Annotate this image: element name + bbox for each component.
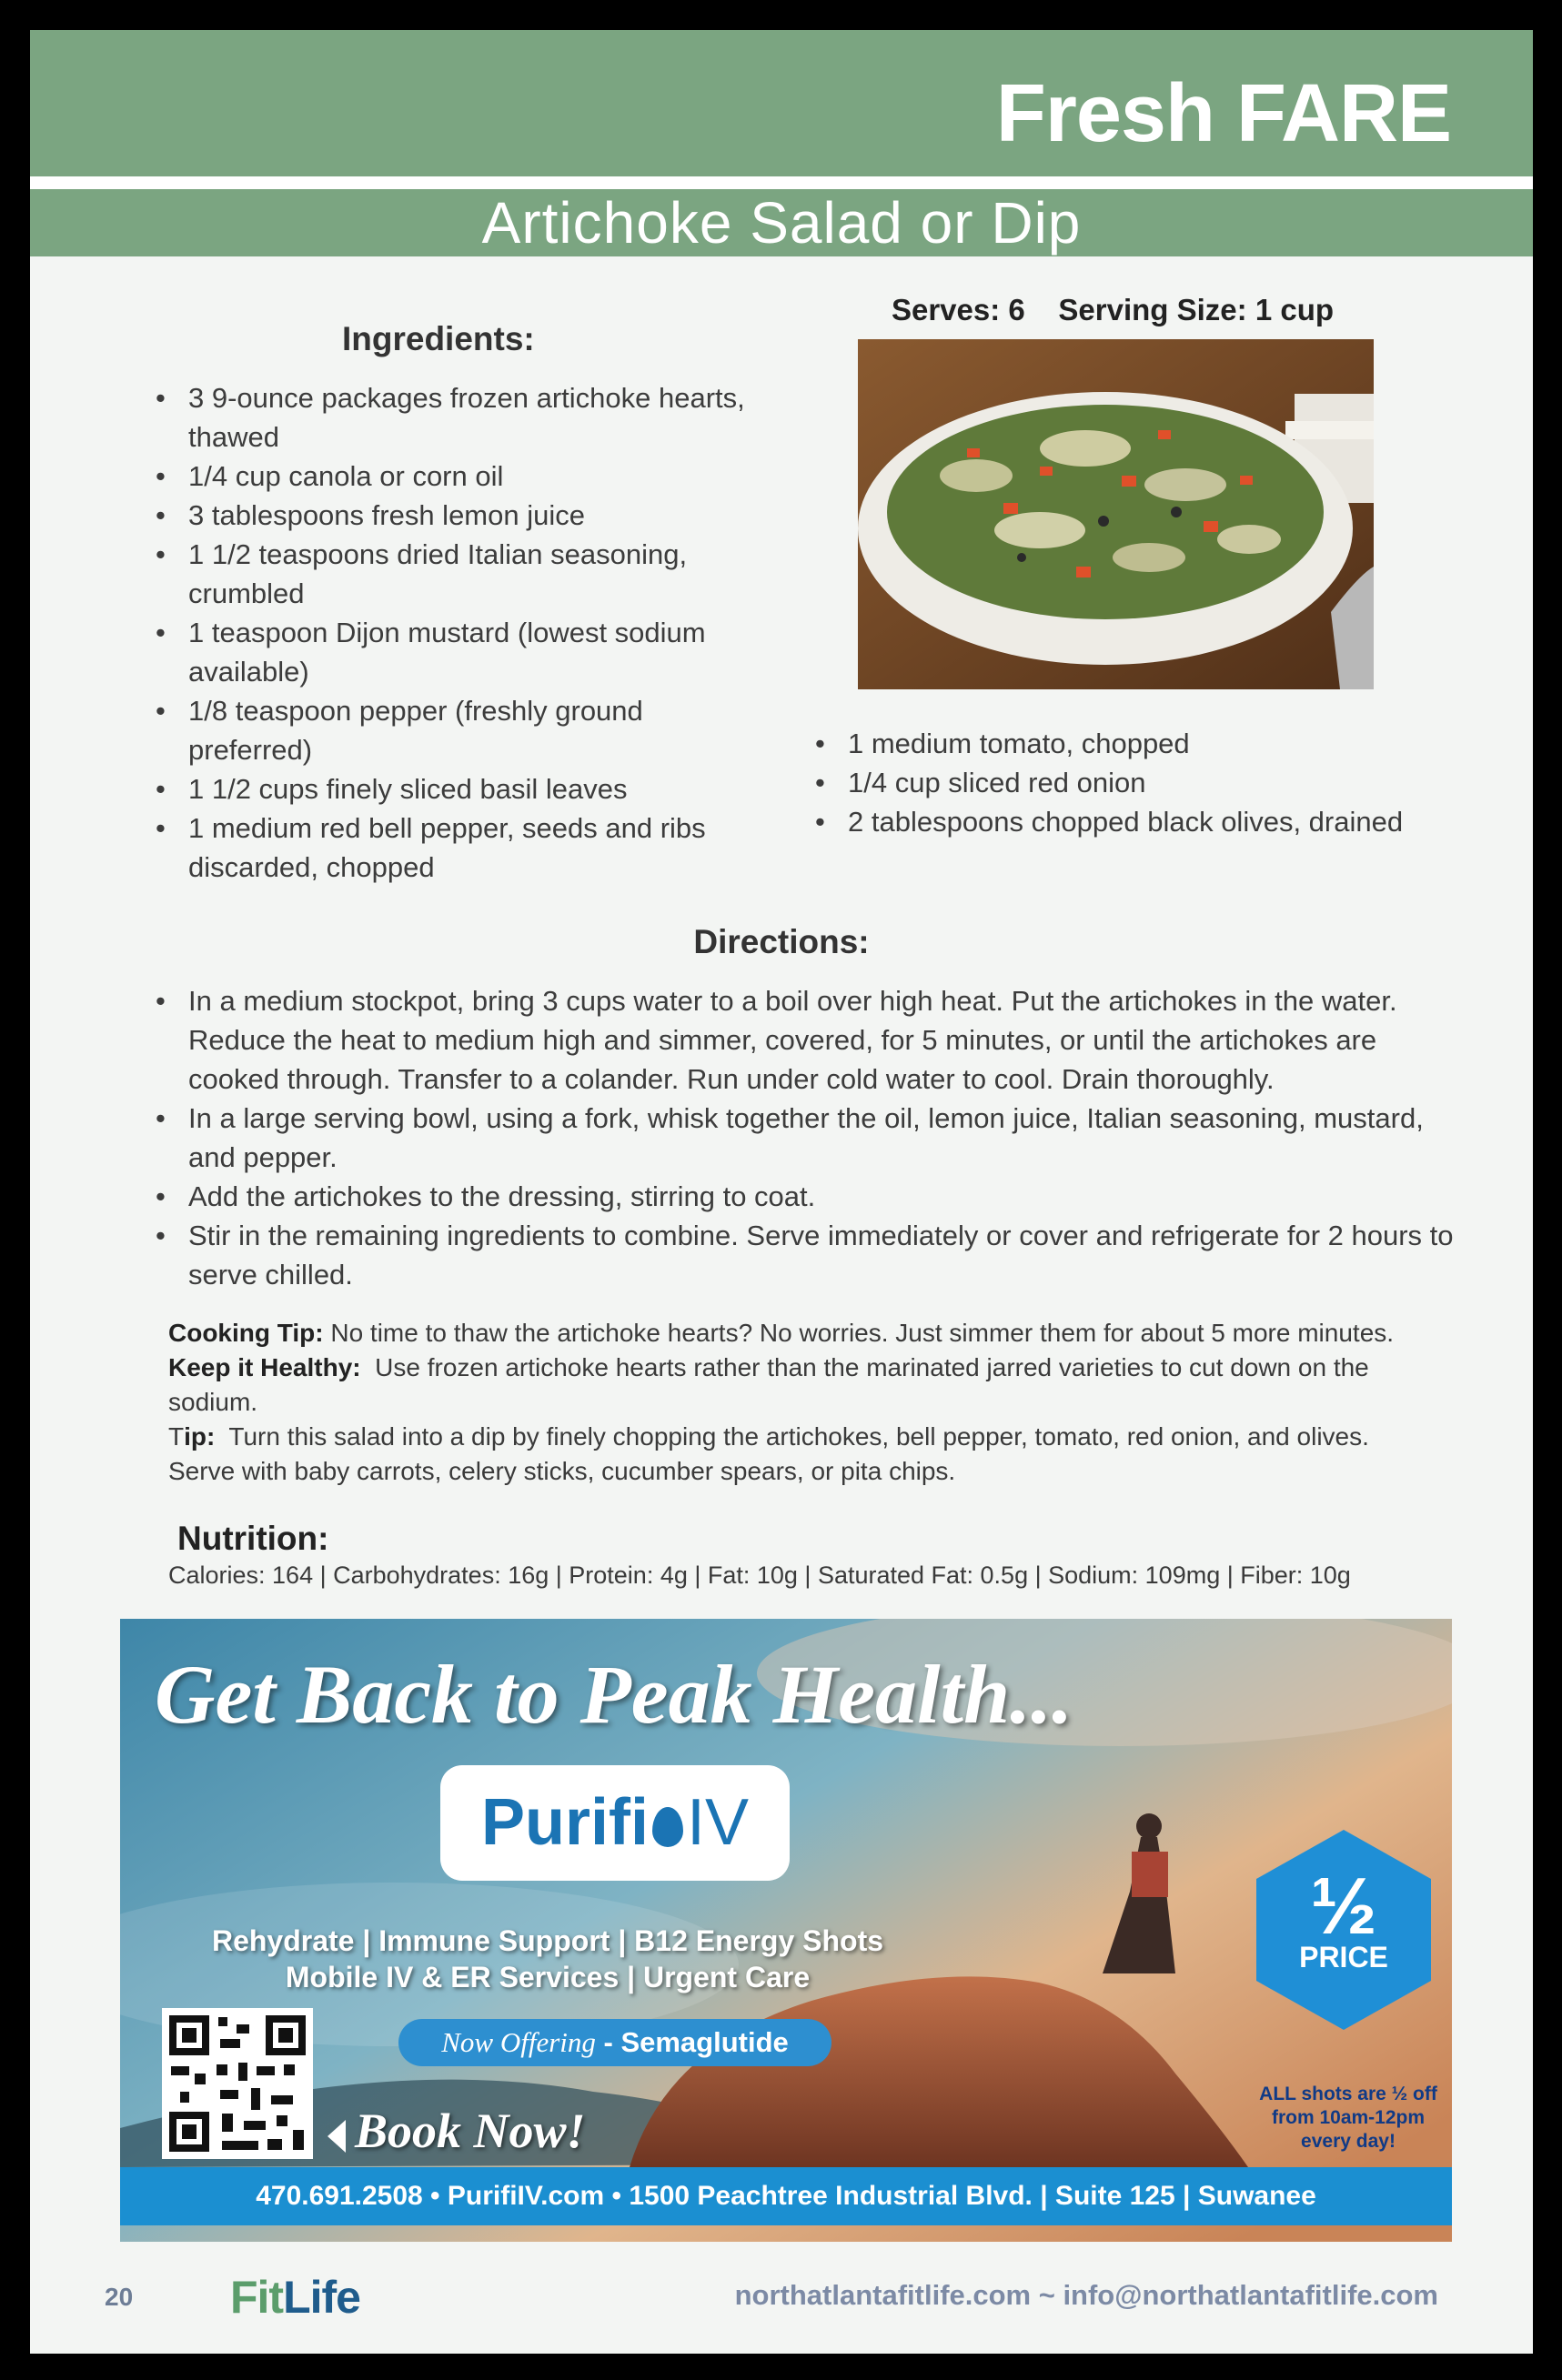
ingredient-item: • 1 teaspoon Dijon mustard (lowest sodium available) bbox=[156, 613, 756, 691]
ingredient-item: • 3 tablespoons fresh lemon juice bbox=[156, 496, 756, 535]
salad-bowl-photo bbox=[858, 339, 1374, 689]
header-band bbox=[30, 30, 1533, 176]
cooking-tip: Cooking Tip: No time to thaw the artichoke hearts? No worries. Just simmer them for about 5 more minutes. bbox=[168, 1319, 1395, 1347]
magazine-page bbox=[30, 30, 1533, 2354]
ingredient-item: • 1 1/2 teaspoons dried Italian seasoning, crumbled bbox=[156, 535, 756, 613]
ingredient-item: • 1/4 cup sliced red onion bbox=[815, 763, 1470, 802]
directions-heading: Directions: bbox=[693, 923, 870, 960]
tips-block bbox=[168, 1316, 1442, 1489]
section-title: Fresh FARE bbox=[995, 68, 1451, 159]
arrow-left-icon bbox=[328, 2120, 346, 2153]
direction-step: • Add the artichokes to the dressing, stirring to coat. bbox=[156, 1177, 1466, 1216]
ingredients-list-left bbox=[156, 378, 756, 887]
nutrition-facts: Calories: 164 | Carbohydrates: 16g | Protein: 4g | Fat: 10g | Saturated Fat: 0.5g | Sodium: 109mg | Fiber: 10g bbox=[168, 1562, 1351, 1589]
ad-services-line-2: Mobile IV & ER Services | Urgent Care bbox=[285, 1961, 811, 1993]
direction-step: • In a large serving bowl, using a fork, whisk together the oil, lemon juice, Italian seasoning, mustard, and pepper. bbox=[156, 1099, 1466, 1177]
direction-step: • Stir in the remaining ingredients to combine. Serve immediately or cover and refrigerate for 2 hours to serve chilled. bbox=[156, 1216, 1466, 1294]
nutrition-heading: Nutrition: bbox=[177, 1520, 329, 1557]
half-price-fraction: ½ bbox=[1310, 1861, 1377, 1951]
ingredient-item: • 2 tablespoons chopped black olives, drained bbox=[815, 802, 1470, 841]
ingredient-item: • 1/8 teaspoon pepper (freshly ground preferred) bbox=[156, 691, 756, 769]
qr-code[interactable] bbox=[162, 2008, 313, 2159]
half-price-label: PRICE bbox=[1299, 1941, 1388, 1973]
water-drop-icon bbox=[652, 1807, 683, 1847]
directions-list bbox=[156, 981, 1466, 1294]
book-now-link[interactable]: Book Now! bbox=[328, 2101, 586, 2161]
purifi-iv-advertisement[interactable] bbox=[120, 1619, 1452, 2242]
contact-bar bbox=[120, 2167, 1452, 2225]
ingredient-item: • 1 medium tomato, chopped bbox=[815, 724, 1470, 763]
qr-code-icon bbox=[162, 2008, 313, 2159]
ingredient-item: • 1/4 cup canola or corn oil bbox=[156, 457, 756, 496]
salad-bowl-illustration bbox=[858, 339, 1374, 689]
ingredients-list-right bbox=[815, 724, 1470, 841]
now-offering-pill: Now Offering - Semaglutide bbox=[398, 2019, 831, 2066]
fitlife-logo: FitLife bbox=[230, 2272, 360, 2323]
recipe-title: Artichoke Salad or Dip bbox=[481, 190, 1082, 256]
ingredient-item: • 3 9-ounce packages frozen artichoke hearts, thawed bbox=[156, 378, 756, 457]
ad-headline: Get Back to Peak Health... bbox=[155, 1648, 1073, 1741]
header-divider bbox=[30, 176, 1533, 189]
page-number: 20 bbox=[105, 2283, 134, 2311]
recipe-title-band bbox=[30, 189, 1533, 256]
healthy-tip: Keep it Healthy: Use frozen artichoke hearts rather than the marinated jarred varieties to cut down on the sodium. bbox=[168, 1353, 1376, 1416]
contact-info[interactable]: 470.691.2508 • PurifiIV.com • 1500 Peachtree Industrial Blvd. | Suite 125 | Suwanee bbox=[256, 2181, 1316, 2211]
ingredients-heading: Ingredients: bbox=[342, 320, 535, 357]
purifi-logo: Purifi IV bbox=[440, 1765, 790, 1881]
direction-step: • In a medium stockpot, bring 3 cups water to a boil over high heat. Put the artichokes in the water. Reduce the heat to medium high and simmer, covered, for 5 minutes, or until the artichokes are cooked through. Transfer to a colander. Run under cold water to cool. Drain thoroughly. bbox=[156, 981, 1466, 1099]
ingredient-item: • 1 medium red bell pepper, seeds and ribs discarded, chopped bbox=[156, 808, 756, 887]
ingredient-item: • 1 1/2 cups finely sliced basil leaves bbox=[156, 769, 756, 808]
serving-info: Serves: 6 Serving Size: 1 cup bbox=[891, 293, 1335, 326]
website-contact-link[interactable]: northatlantafitlife.com ~ info@northatlantafitlife.com bbox=[734, 2279, 1438, 2311]
dip-tip: Tip: Turn this salad into a dip by finely chopping the artichokes, bell pepper, tomato, red onion, and olives. Serve with baby carrots, celery sticks, cucumber spears, or pita chips. bbox=[168, 1422, 1376, 1485]
shots-offer-text: ALL shots are ½ off from 10am-12pm every day! bbox=[1259, 2084, 1437, 2152]
ad-services-line-1: Rehydrate | Immune Support | B12 Energy Shots bbox=[211, 1924, 884, 1957]
